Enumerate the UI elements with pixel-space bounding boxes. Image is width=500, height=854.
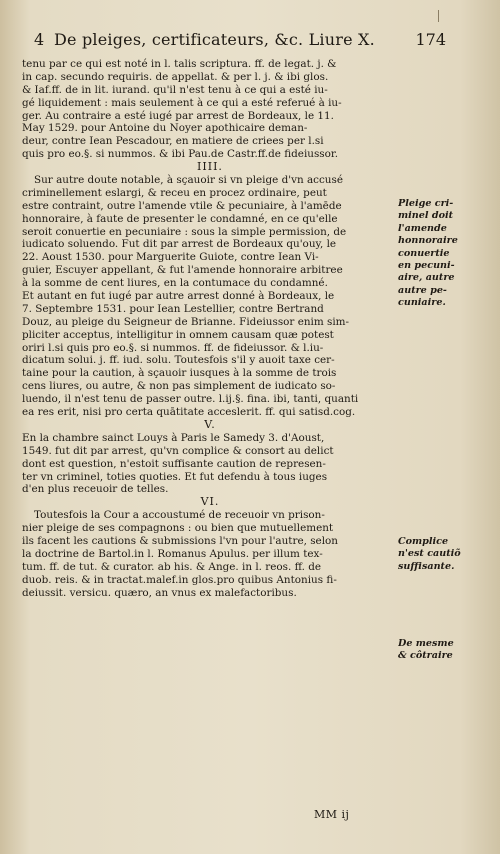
text-line: May 1529. pour Antoine du Noyer apothicaire deman-: [22, 122, 308, 135]
header-title: De pleiges, certificateurs, &c. Liure X.: [54, 30, 375, 49]
section-number: VI.: [200, 495, 220, 509]
text-line: quis pro eo.§. si nummos. & ibi Pau.de Castr.ff.de fideiussor.: [22, 148, 339, 161]
margin-note-line: l'amende: [398, 222, 447, 234]
text-line: & Iaf.ff. de in lit. iurand. qu'il n'est tenu à ce qui a esté iu-: [22, 83, 328, 96]
text-line: in cap. secundo requiris. de appellat. & per l. j. & ibi glos.: [22, 70, 329, 83]
text-line: seroit conuertie en pecuniaire : sous la simple permission, de: [22, 225, 347, 238]
text-line: iudicato soluendo. Fut dit par arrest de Bordeaux qu'ouy, le: [22, 238, 337, 251]
section-number: IIII.: [197, 160, 223, 174]
text-line: deur, contre Iean Pescadour, en matiere de criees per l.si: [22, 135, 324, 148]
margin-note-complice: [398, 536, 486, 573]
text-line: cens liures, ou autre, & non pas simplement de iudicato so-: [22, 380, 336, 393]
text-line: d'en plus receuoir de telles.: [22, 483, 169, 496]
text-line: deiussit. versicu. quæro, an vnus ex malefactoribus.: [22, 586, 297, 599]
text-line: estre contraint, outre l'amende vtile & pecuniaire, à l'amēde: [22, 199, 342, 212]
main-text: [22, 58, 398, 599]
text-line: 1549. fut dit par arrest, qu'vn complice & consort au delict: [22, 444, 334, 457]
margin-note-line: cuniaire.: [398, 297, 446, 309]
text-line: honnoraire, à faute de presenter le condamné, en ce qu'elle: [22, 212, 338, 225]
margin-note-line: suffisante.: [398, 560, 455, 572]
text-line: ter vn criminel, toties quoties. Et fut defendu à tous iuges: [22, 470, 328, 483]
text-line: guier, Escuyer appellant, & fut l'amende honnoraire arbitree: [22, 264, 343, 277]
section-number: V.: [204, 417, 216, 431]
header-page-number-left: 4: [34, 30, 45, 49]
text-line: luendo, il n'est tenu de passer outre. l.ij.§. fina. ibi, tanti, quanti: [22, 393, 359, 406]
text-line: ils facent les cautions & submissions l'vn pour l'autre, selon: [22, 534, 338, 547]
text-line: nier pleige de ses compagnons : ou bien que mutuellement: [22, 522, 334, 535]
text-line: criminellement eslargi, & receu en procez ordinaire, peut: [22, 186, 327, 199]
margin-note-line: & côtraire: [398, 650, 453, 662]
text-line: ea res erit, nisi pro certa quātitate acceslerit. ff. qui satisd.cog.: [22, 406, 356, 419]
margin-note-line: De mesme: [398, 638, 454, 649]
text-line: dicatum solui. j. ff. iud. solu. Toutesfois s'il y auoit taxe cer-: [22, 354, 335, 367]
text-line: ger. Au contraire a esté iugé par arrest de Bordeaux, le 11.: [22, 109, 334, 122]
margin-note-line: Pleige cri-: [398, 198, 454, 209]
page-mark: [438, 10, 439, 22]
header-page-number-right: 174: [415, 30, 446, 49]
margin-note-line: aire, autre: [398, 272, 455, 284]
text-line: taine pour la caution, à sçauoir iusques à la somme de trois: [22, 367, 337, 380]
text-line: Et autant en fut iugé par autre arrest donné à Bordeaux, le: [22, 290, 335, 303]
text-line: duob. reis. & in tractat.malef.in glos.pro quibus Antonius fi-: [22, 573, 337, 586]
text-line: gé liquidement : mais seulement à ce qui a esté referué à iu-: [22, 96, 342, 109]
text-line: dont est question, n'estoit suffisante caution de represen-: [22, 457, 326, 470]
text-line: En la chambre sainct Louys à Paris le Samedy 3. d'Aoust,: [22, 431, 325, 444]
margin-note-line: conuertie: [398, 247, 450, 259]
margin-note-line: honnoraire: [398, 235, 458, 247]
text-line: oriri l.si quis pro eo.§. si nummos. ff. de fideiussor. & l.iu-: [22, 341, 324, 354]
text-line: 22. Aoust 1530. pour Marguerite Guiote, contre Iean Vi-: [22, 251, 319, 264]
text-line: 7. Septembre 1531. pour Iean Lestellier, contre Bertrand: [22, 302, 324, 315]
margin-note-line: autre pe-: [398, 284, 447, 296]
margin-note-pleige: [398, 198, 486, 310]
text-line: la doctrine de Bartol.in l. Romanus Apulus. per illum tex-: [22, 547, 323, 560]
text-line: tum. ff. de tut. & curator. ab his. & Ange. in l. reos. ff. de: [22, 560, 322, 573]
margin-note-line: minel doit: [398, 210, 454, 222]
margin-note-line: n'est cautiõ: [398, 548, 461, 560]
text-line: Sur autre doute notable, à sçauoir si vn pleige d'vn accusé: [34, 174, 343, 187]
margin-note-line: Complice: [398, 536, 449, 547]
text-line: à la somme de cent liures, en la contumace du condamné.: [22, 277, 328, 290]
margin-note-line: en pecuni-: [398, 259, 455, 271]
text-line: pliciter acceptus, intelligitur in omnem causam quæ potest: [22, 328, 334, 341]
text-line: tenu par ce qui est noté in l. talis scriptura. ff. de legat. j. &: [22, 58, 337, 70]
running-header: [34, 30, 446, 54]
signature-mark: MM ij: [314, 808, 350, 821]
text-line: Toutesfois la Cour a accoustumé de receuoir vn prison-: [34, 509, 325, 522]
text-line: Douz, au pleige du Seigneur de Brianne. Fideiussor enim sim-: [22, 315, 350, 328]
margin-note-de-mesme: [398, 638, 486, 663]
